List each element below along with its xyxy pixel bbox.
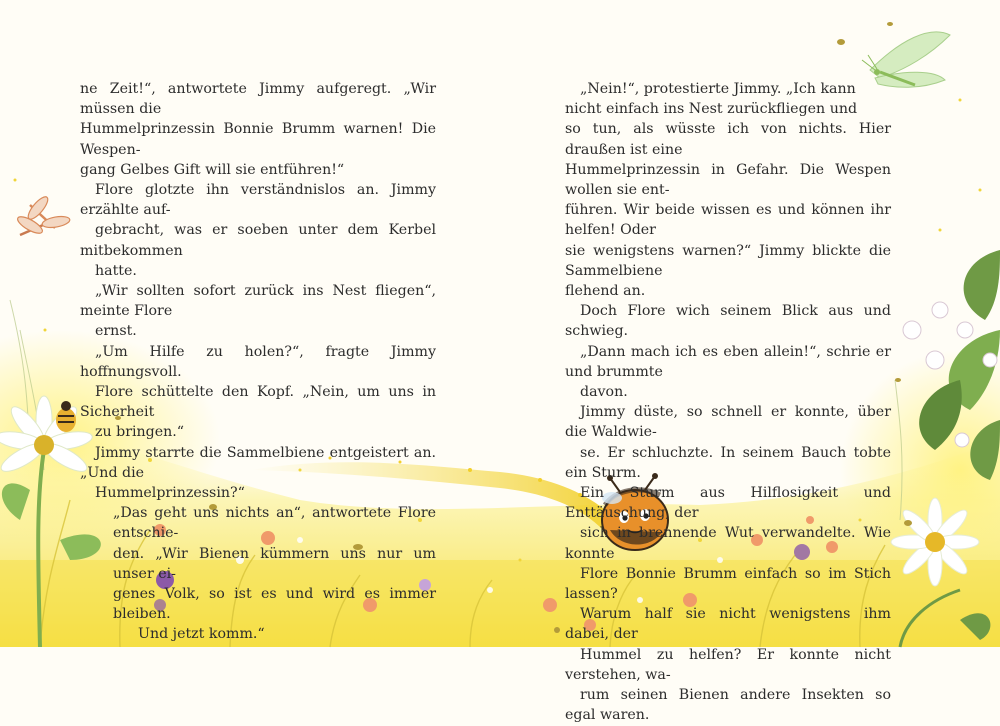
text-line: führen. Wir beide wissen es und können ihr helfen! Oder	[565, 202, 891, 239]
text-line: „Um Hilfe zu holen?“, fragte Jimmy hoffnungsvoll.	[80, 343, 436, 380]
text-line: Hummelprinzessin in Gefahr. Die Wespen wollen sie ent-	[565, 161, 891, 199]
text-line: „Dann mach ich es eben allein!“, schrie er und brummte	[565, 343, 891, 380]
paragraph	[80, 342, 436, 382]
paragraph	[80, 382, 436, 443]
text-line: hatte.	[95, 262, 137, 279]
dragonfly-left	[15, 194, 70, 236]
text-line: gebracht, was er soeben unter dem Kerbel mitbekommen	[80, 222, 436, 259]
text-line: Ein Sturm aus Hilflosigkeit und Enttäuschung, der	[565, 485, 891, 522]
text-line: Und jetzt komm.“	[138, 626, 265, 643]
paragraph	[565, 301, 891, 341]
text-line: Flore schüttelte den Kopf. „Nein, um uns in Sicherheit	[80, 384, 436, 421]
text-line: Hummelprinzessin?“	[95, 485, 245, 502]
text-line: Doch Flore wich seinem Blick aus und schwieg.	[565, 303, 891, 340]
paragraph	[80, 624, 436, 644]
text-line: genes Volk, so ist es und wird es immer bleiben.	[113, 586, 436, 623]
text-line: davon.	[580, 384, 628, 401]
text-line: ne Zeit!“, antwortete Jimmy aufgeregt. „Wir müssen die	[80, 81, 436, 118]
text-line: sie wenigstens warnen?“ Jimmy blickte die Sammelbiene	[565, 242, 891, 279]
text-line: Jimmy starrte die Sammelbiene entgeistert an. „Und die	[80, 444, 436, 481]
left-page-text	[80, 79, 436, 645]
text-line: ernst.	[95, 323, 137, 340]
paragraph	[80, 503, 436, 624]
text-line: se. Er schluchzte. In seinem Bauch tobte ein Sturm.	[565, 444, 891, 481]
right-page-text	[565, 79, 891, 726]
paragraph	[565, 402, 891, 725]
text-line: „Wir sollten sofort zurück ins Nest fliegen“, meinte Flore	[80, 283, 436, 320]
paragraph	[565, 79, 891, 99]
text-line: Hummel zu helfen? Er konnte nicht verstehen, wa-	[565, 646, 891, 683]
text-line: so tun, als wüsste ich von nichts. Hier draußen ist eine	[565, 121, 891, 158]
text-line: den. „Wir Bienen kümmern uns nur um unser ei-	[113, 545, 436, 582]
paragraph	[80, 281, 436, 342]
text-line: gang Gelbes Gift will sie entführen!“	[80, 161, 345, 178]
text-line: Flore Bonnie Brumm einfach so im Stich lassen?	[565, 565, 891, 603]
text-line: rum seinen Bienen andere Insekten so egal waren.	[565, 687, 891, 724]
paragraph	[565, 99, 891, 301]
paragraph	[80, 180, 436, 281]
paragraph	[80, 443, 436, 504]
text-line: Warum half sie nicht wenigstens ihm dabei, der	[565, 606, 891, 643]
text-line: flehend an.	[565, 283, 646, 300]
text-line: sich in brennende Wut verwandelte. Wie konnte	[565, 525, 891, 562]
text-line: „Nein!“, protestierte Jimmy. „Ich kann	[580, 81, 856, 97]
text-line: Jimmy düste, so schnell er konnte, über die Waldwie-	[565, 404, 891, 441]
text-line: Flore glotzte ihn verständnislos an. Jimmy erzählte auf-	[80, 182, 436, 219]
text-line: Hummelprinzessin Bonnie Brumm warnen! Die Wespen-	[80, 121, 436, 158]
text-line: „Das geht uns nichts an“, antwortete Flore entschie-	[113, 505, 436, 542]
text-line: zu bringen.“	[95, 424, 185, 441]
text-line: nicht einfach ins Nest zurückfliegen und	[565, 101, 858, 118]
paragraph	[565, 342, 891, 403]
paragraph	[80, 79, 436, 180]
